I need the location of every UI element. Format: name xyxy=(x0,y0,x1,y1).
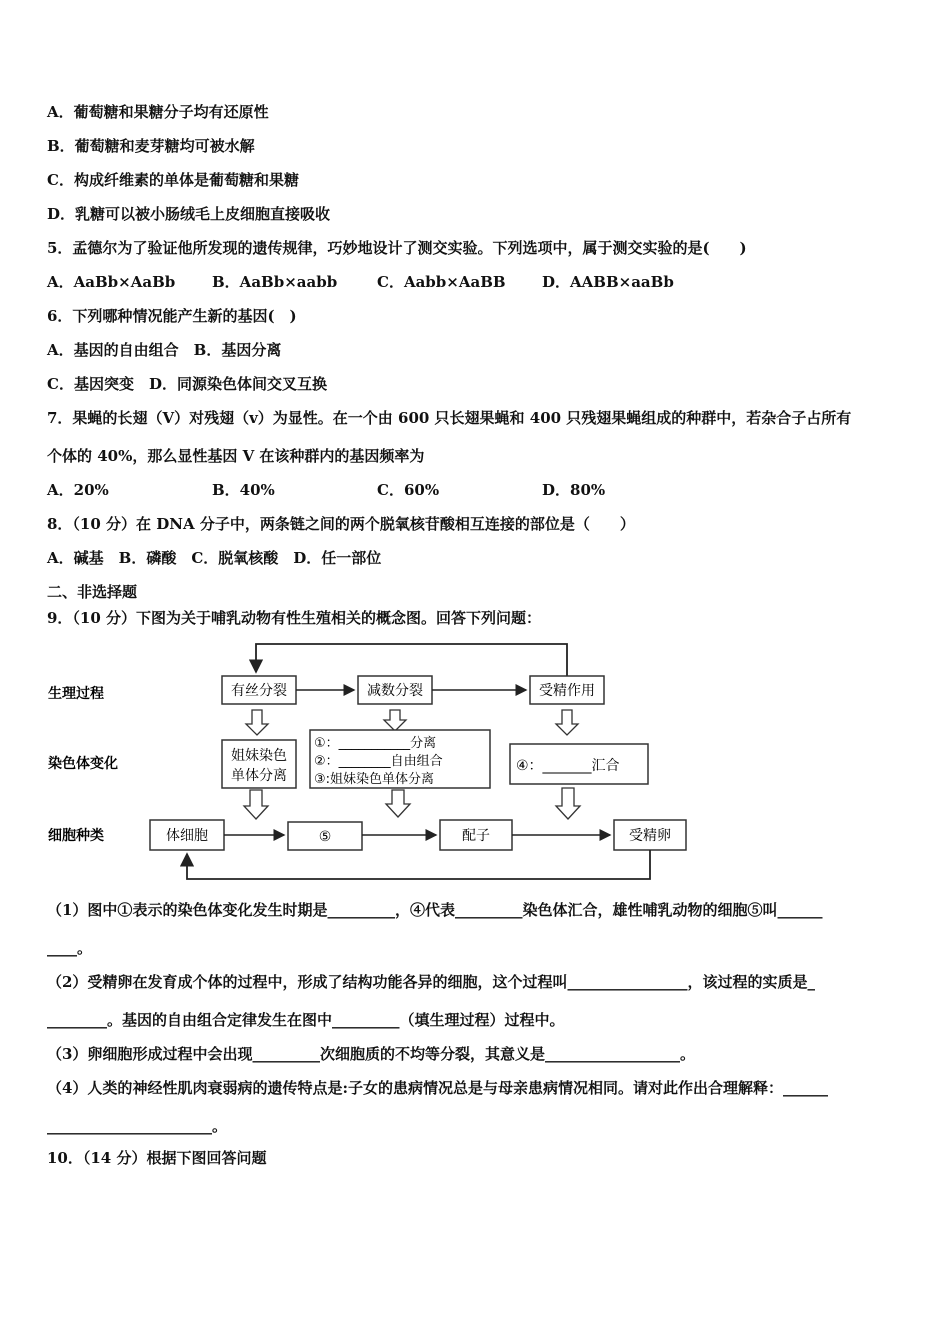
row-label-process: 生理过程 xyxy=(48,686,104,702)
cell-gamete: 配子 xyxy=(462,828,490,844)
q9-sub4-line2: ______________________。 xyxy=(47,1117,228,1135)
q9-stem: 9．（10 分）下图为关于哺乳动物有性生殖相关的概念图。回答下列问题： xyxy=(47,609,542,627)
q7-stem-line2: 个体的 40%，那么显性基因 V 在该种群内的基因频率为 xyxy=(47,447,425,465)
q7-stem-line1: 7．果蝇的长翅（V）对残翅（v）为显性。在一个由 600 只长翅果蝇和 400 只残翅果蝇组成的种群中，若杂合子占所有 xyxy=(47,409,852,427)
q7-option-d: D．80% xyxy=(542,481,606,499)
row-label-cell: 细胞种类 xyxy=(48,828,104,844)
label-mitosis: 有丝分裂 xyxy=(231,683,287,699)
q6-options-row1: A．基因的自由组合 B．基因分离 xyxy=(47,341,282,359)
down-arrow-5 xyxy=(386,790,410,817)
q4-option-b: B．葡萄糖和麦芽糖均可被水解 xyxy=(47,137,255,155)
q5-option-a: A．AaBb×AaBb xyxy=(47,273,176,291)
q5-option-b: B．AaBb×aabb xyxy=(212,273,338,291)
chrom-left-line1: 姐妹染色 xyxy=(231,748,287,764)
q9-sub1-line2: ____。 xyxy=(47,939,93,957)
q10-stem: 10．（14 分）根据下图回答问题 xyxy=(47,1149,267,1167)
cell-5: ⑤ xyxy=(318,829,332,845)
chrom-mid-line1: ①：___________分离 xyxy=(314,736,437,751)
q5-option-c: C．Aabb×AaBB xyxy=(377,273,506,291)
q4-option-d: D．乳糖可以被小肠绒毛上皮细胞直接吸收 xyxy=(47,205,331,223)
label-fertilization: 受精作用 xyxy=(539,683,595,699)
q9-sub4-line1: （4）人类的神经性肌肉衰弱病的遗传特点是:子女的患病情况总是与母亲患病情况相同。请对此作出合理解释：______ xyxy=(47,1079,828,1097)
concept-diagram xyxy=(40,638,700,888)
q8-options: A．碱基 B．磷酸 C．脱氧核酸 D．任一部位 xyxy=(47,549,382,567)
chrom-mid-line3: ③:姐妹染色单体分离 xyxy=(314,772,435,787)
q4-option-c: C．构成纤维素的单体是葡萄糖和果糖 xyxy=(47,171,299,189)
chrom-mid-line2: ②：________自由组合 xyxy=(314,754,443,769)
q7-option-a: A．20% xyxy=(47,481,109,499)
down-arrow-2 xyxy=(384,710,406,731)
q9-sub2-line2: ________。基因的自由组合定律发生在图中_________（填生理过程）过程中。 xyxy=(47,1011,565,1029)
q5-option-d: D．AABB×aaBb xyxy=(542,273,674,291)
loop-arrow-bottom xyxy=(187,850,650,879)
q8-stem: 8．（10 分）在 DNA 分子中，两条链之间的两个脱氧核苷酸相互连接的部位是（ ） xyxy=(47,515,635,533)
row-label-chromosome: 染色体变化 xyxy=(48,756,118,772)
q6-stem: 6．下列哪种情况能产生新的基因( ) xyxy=(47,307,297,325)
q7-option-b: B．40% xyxy=(212,481,275,499)
q9-sub1-line1: （1）图中①表示的染色体变化发生时期是_________，④代表_________染色体汇合，雄性哺乳动物的细胞⑤叫______ xyxy=(47,901,823,919)
chrom-left-line2: 单体分离 xyxy=(231,768,287,784)
label-meiosis: 减数分裂 xyxy=(367,683,423,699)
cell-zygote: 受精卵 xyxy=(629,828,671,844)
q9-sub2-line1: （2）受精卵在发育成个体的过程中，形成了结构功能各异的细胞，这个过程叫________________，该过程的实质是_ xyxy=(47,973,815,991)
chrom-right: ④：_______汇合 xyxy=(516,758,620,774)
cell-somatic: 体细胞 xyxy=(166,828,208,844)
q9-sub3: （3）卵细胞形成过程中会出现_________次细胞质的不均等分裂，其意义是__________________。 xyxy=(47,1045,695,1063)
q7-option-c: C．60% xyxy=(377,481,440,499)
q6-options-row2: C．基因突变 D．同源染色体间交叉互换 xyxy=(47,375,327,393)
down-arrow-6 xyxy=(556,788,580,819)
down-arrow-3 xyxy=(556,710,578,735)
down-arrow-4 xyxy=(244,790,268,819)
loop-arrow-top xyxy=(256,644,567,676)
down-arrow-1 xyxy=(246,710,268,735)
q4-option-a: A．葡萄糖和果糖分子均有还原性 xyxy=(47,103,269,121)
section-title: 二、非选择题 xyxy=(47,583,138,601)
q5-stem: 5．孟德尔为了验证他所发现的遗传规律，巧妙地设计了测交实验。下列选项中，属于测交实验的是( ) xyxy=(47,239,747,257)
